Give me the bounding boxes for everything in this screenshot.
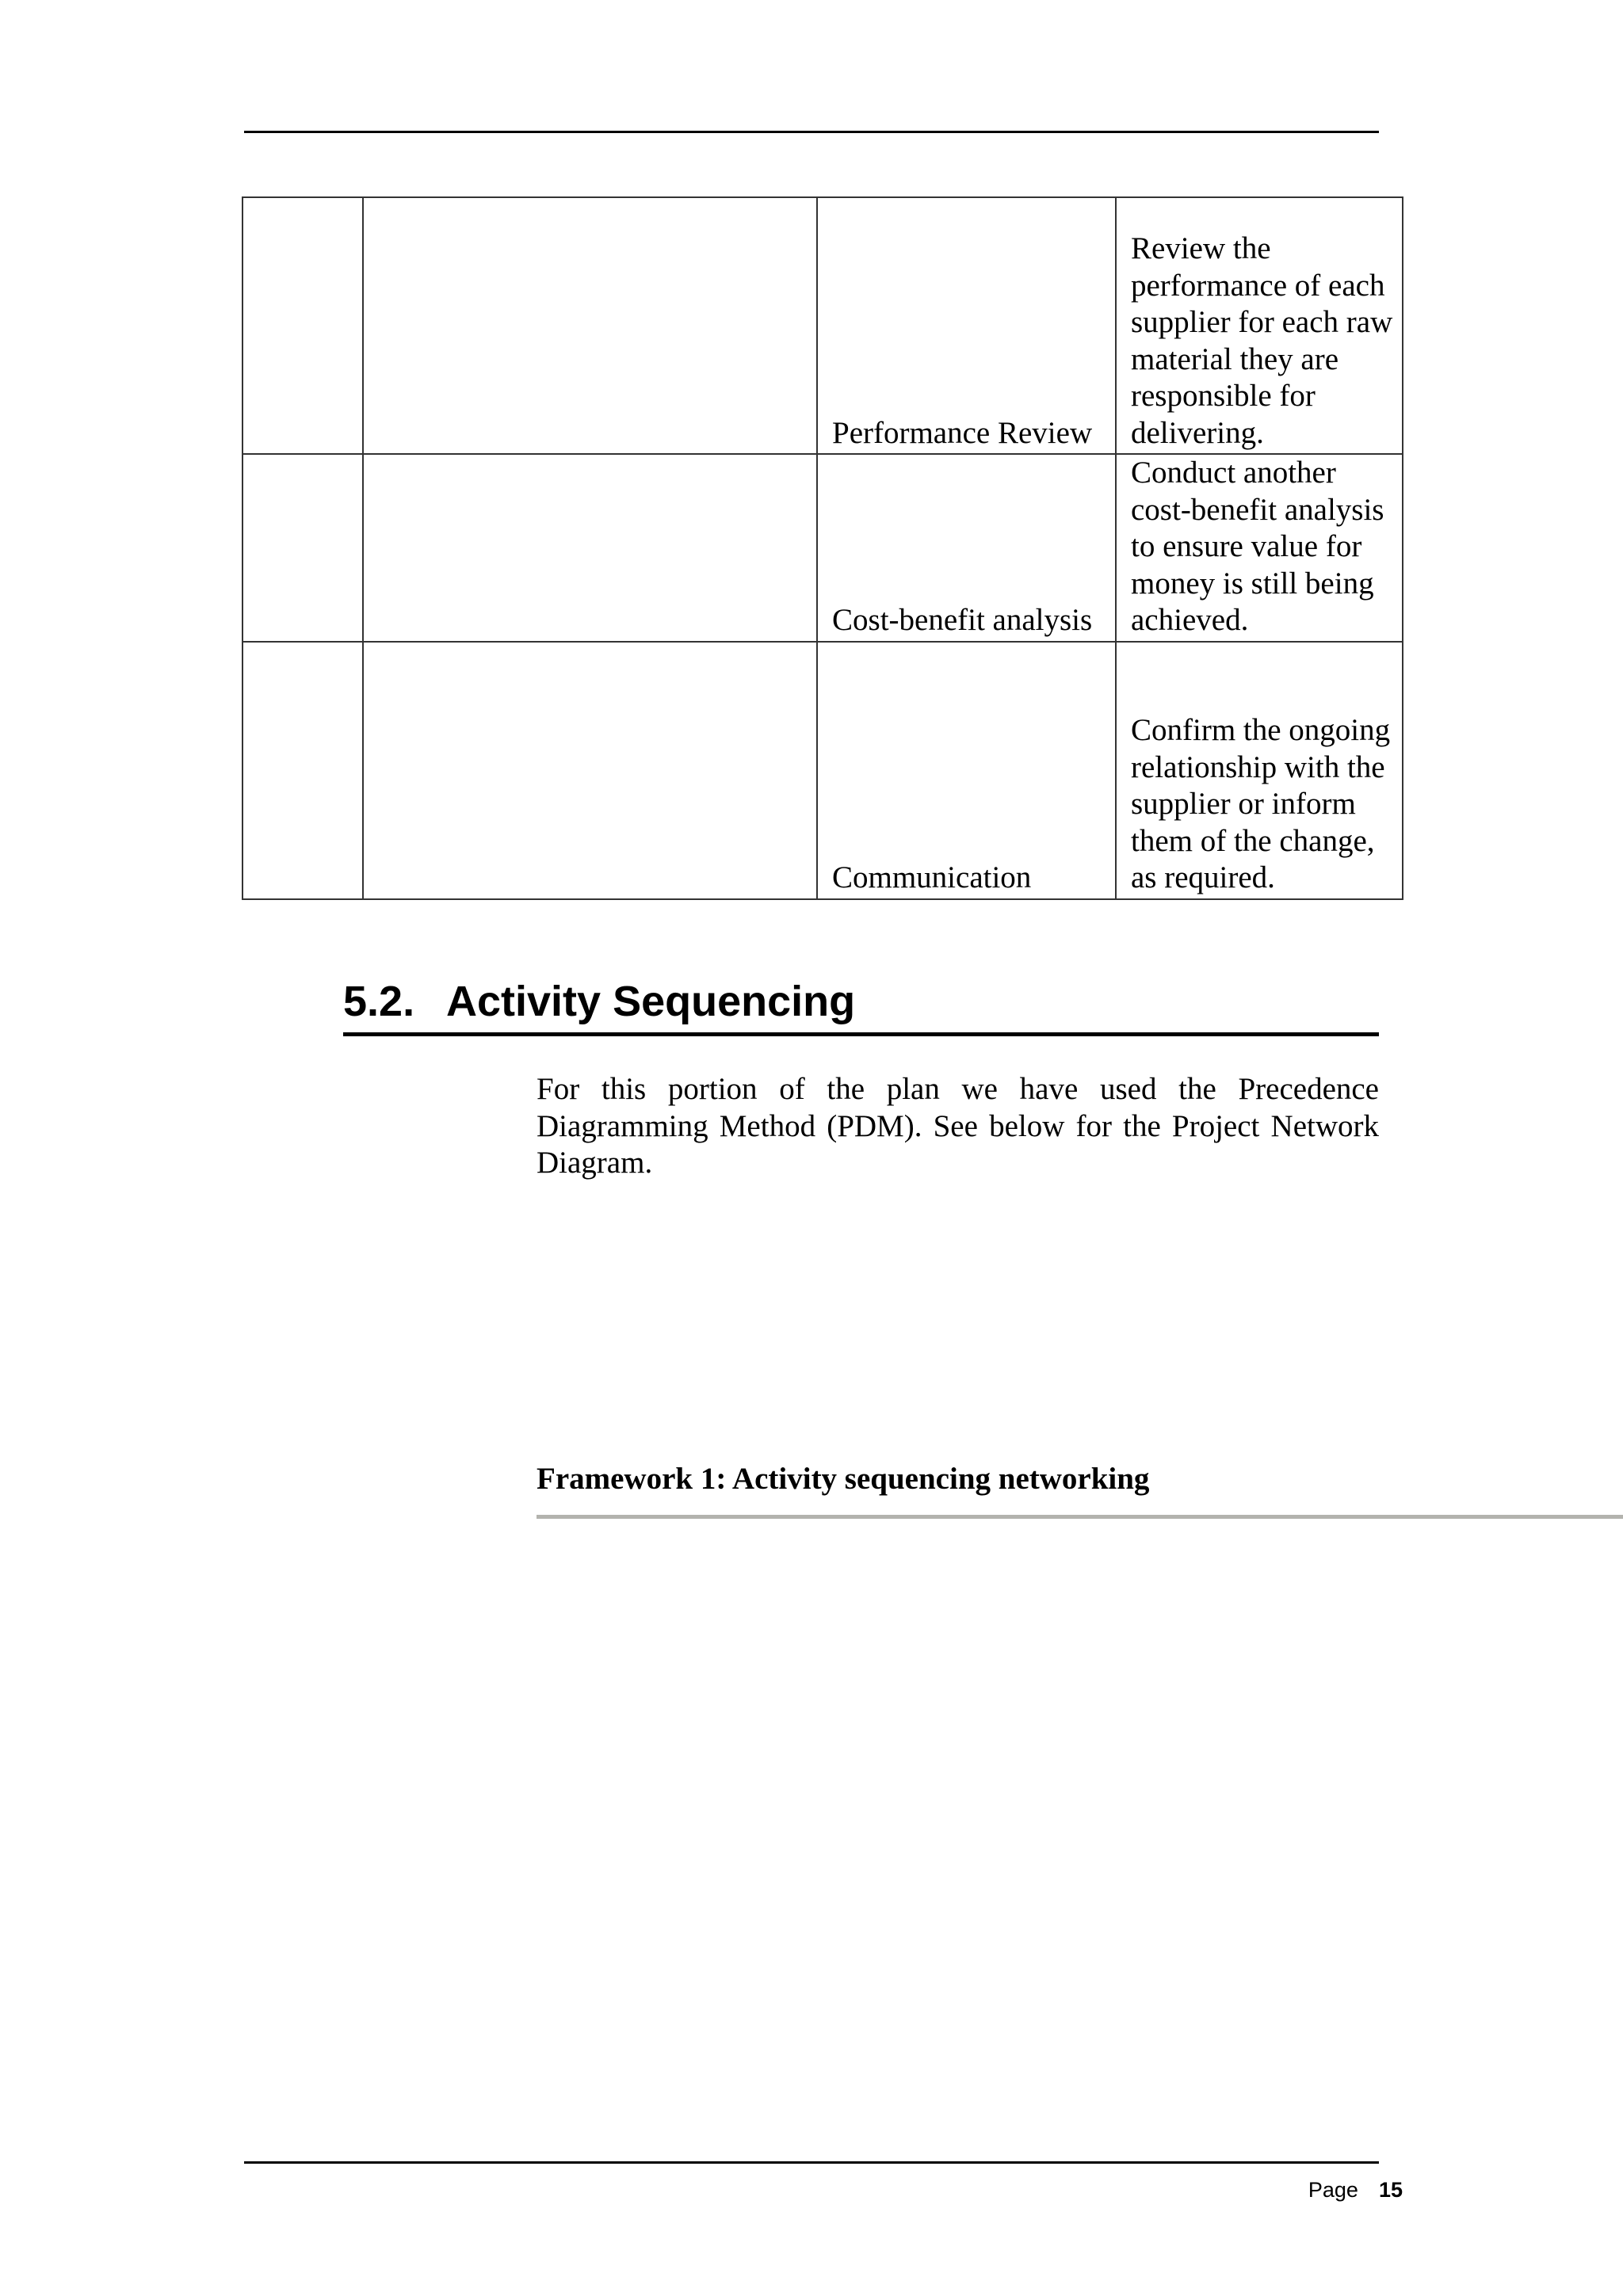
section-title: Activity Sequencing [446, 978, 856, 1025]
page-footer [1268, 2174, 1403, 2206]
table-row [242, 454, 1403, 642]
section-body-text: For this portion of the plan we have used the Precedence Diagramming Method (PDM). See below for the Project Network Diagram. [537, 1072, 1379, 1180]
table-cell-activity: Communication [817, 642, 1116, 899]
table-cell-description: Conduct another cost-benefit analysis to ensure value for money is still being achieved. [1116, 454, 1403, 642]
table-cell [242, 642, 363, 899]
table-cell [242, 454, 363, 642]
table-cell-activity: Performance Review [817, 197, 1116, 454]
table-row [242, 197, 1403, 454]
table-cell [242, 197, 363, 454]
caption-rule [537, 1515, 1623, 1519]
table-cell-description: Review the performance of each supplier for each raw material they are responsible for delivering. [1116, 197, 1403, 454]
table-cell [363, 454, 817, 642]
page-label: Page [1308, 2178, 1358, 2202]
activity-table [242, 196, 1403, 900]
figure-caption: Framework 1: Activity sequencing networking [537, 1462, 1150, 1496]
table-cell [363, 197, 817, 454]
page-number: 15 [1378, 2178, 1403, 2202]
table-cell-activity: Cost-benefit analysis [817, 454, 1116, 642]
table-row [242, 642, 1403, 899]
footer-rule [244, 2161, 1379, 2164]
table-cell-description: Confirm the ongoing relationship with the supplier or inform them of the change, as required. [1116, 642, 1403, 899]
table-cell [363, 642, 817, 899]
header-rule [244, 131, 1379, 133]
section-heading [343, 971, 1379, 1036]
section-number: 5.2. [343, 978, 415, 1025]
